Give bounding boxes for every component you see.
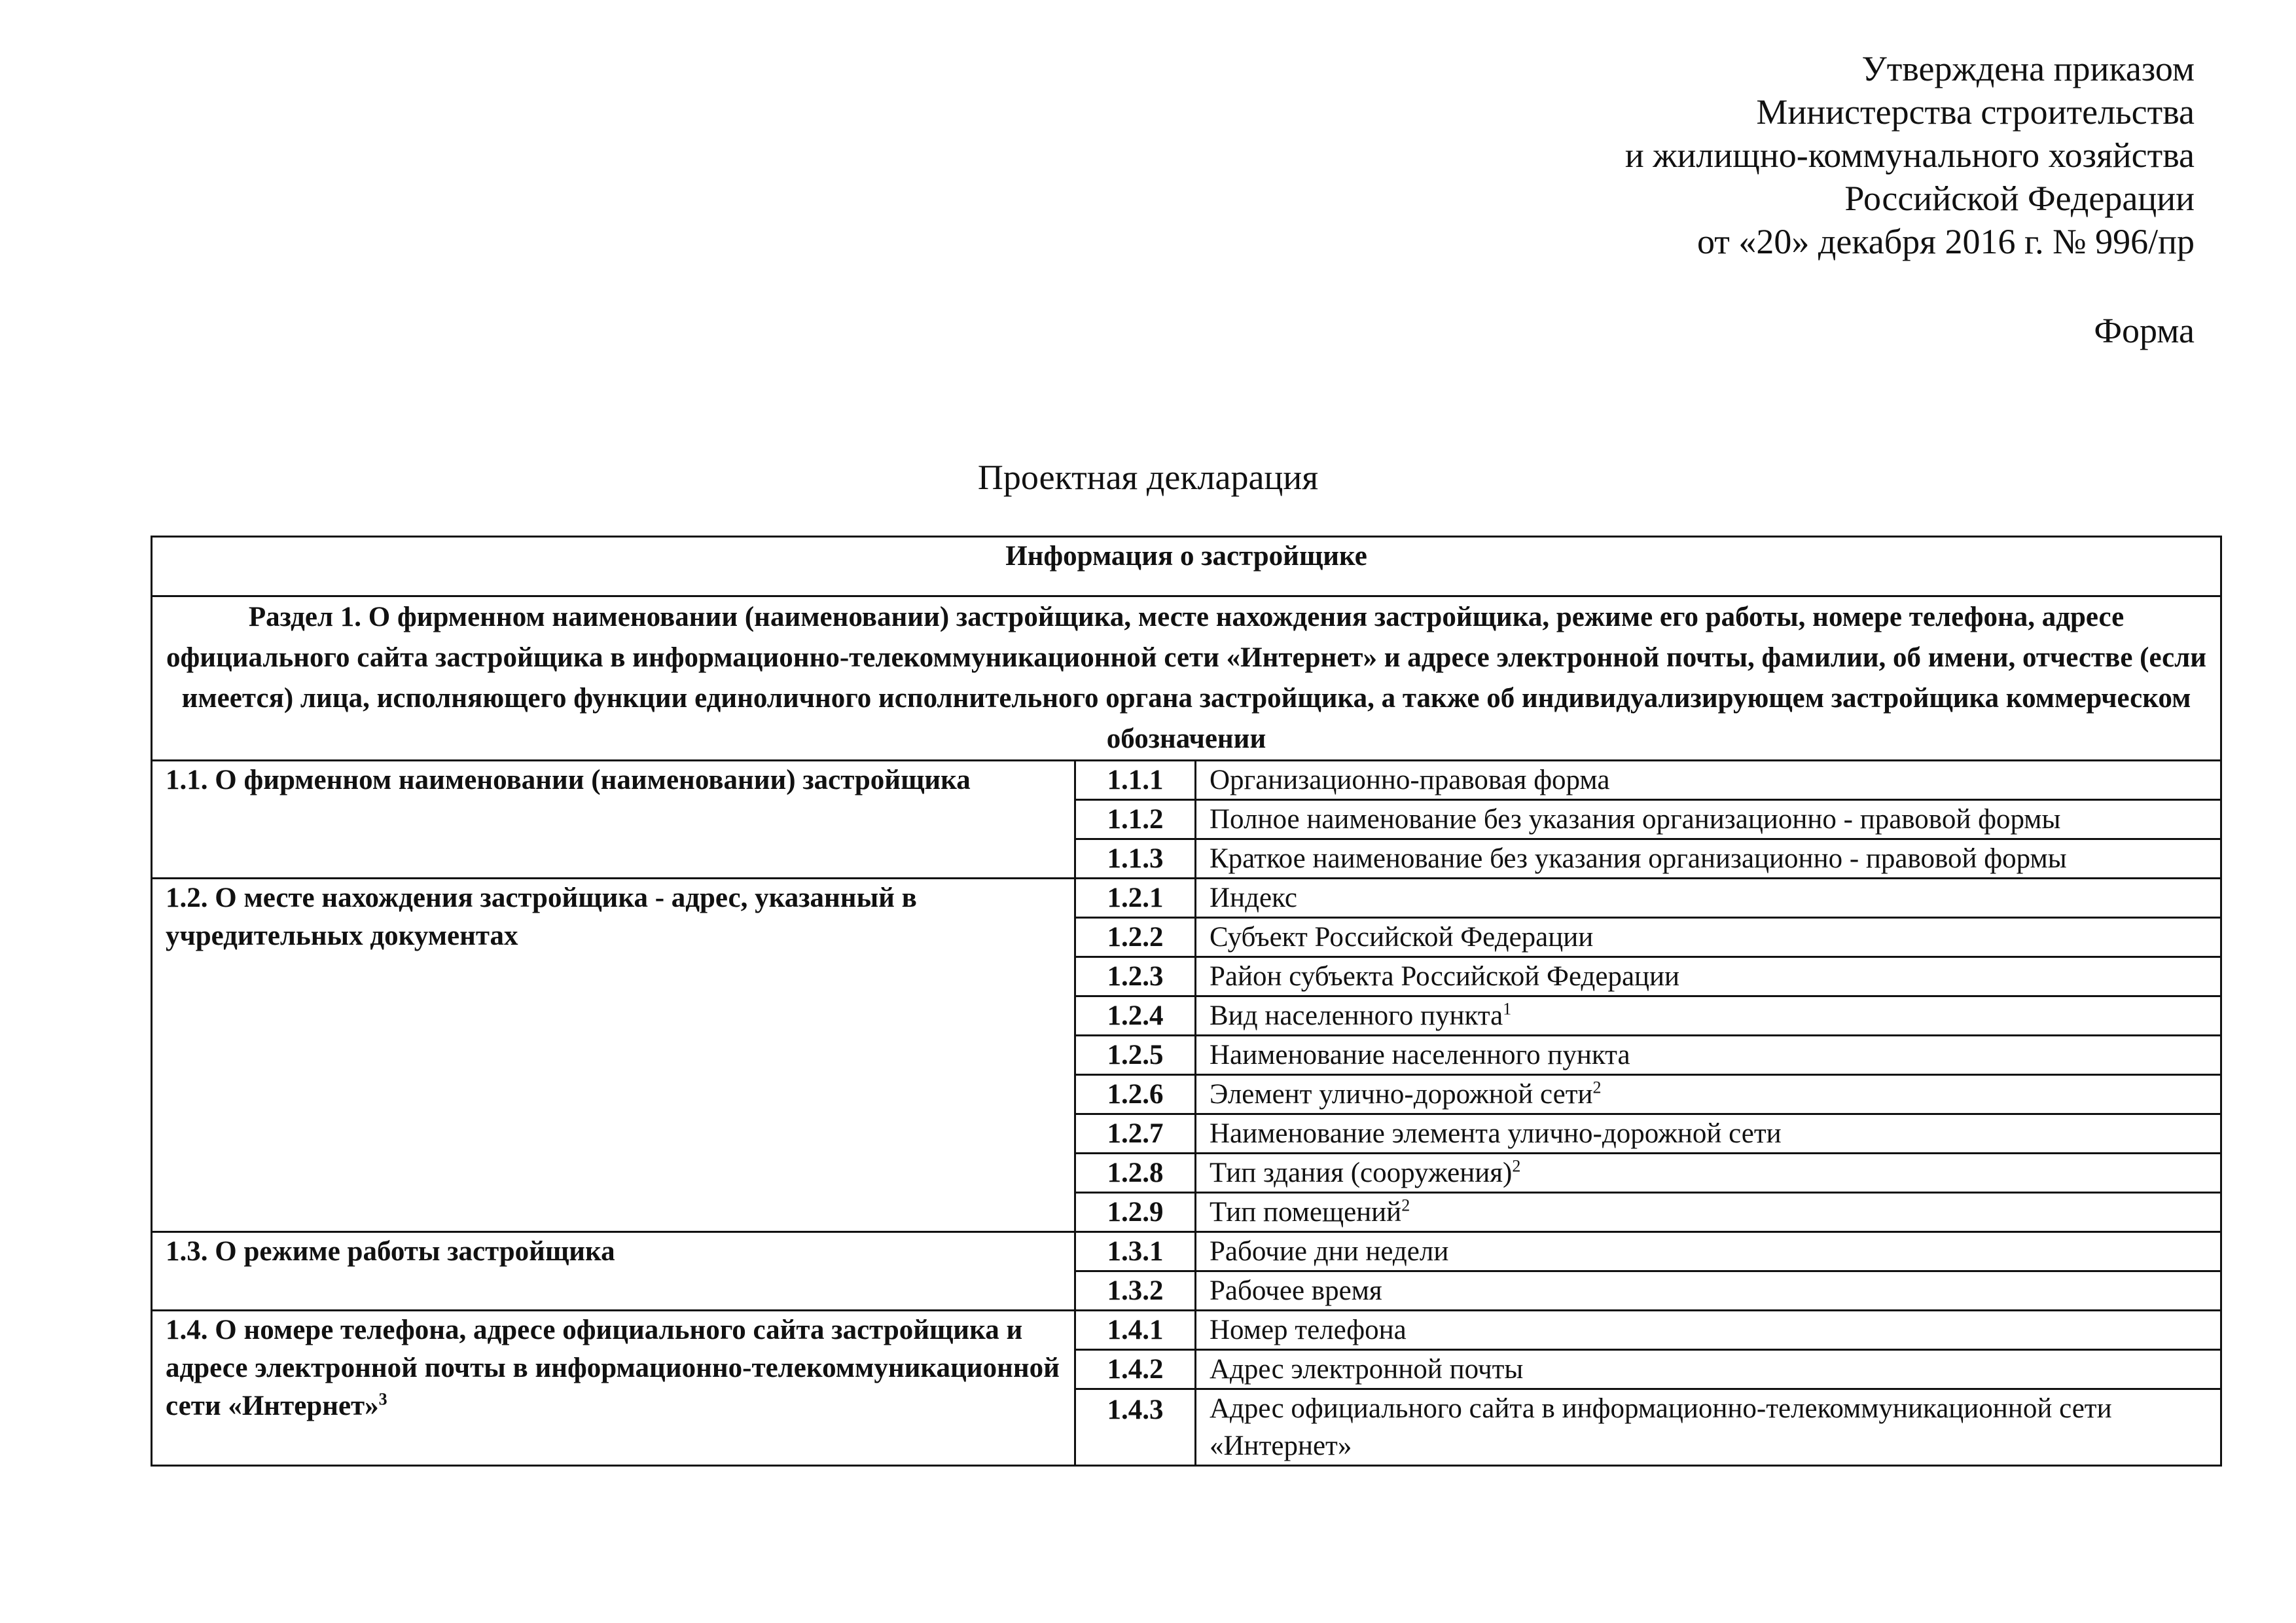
item-number: 1.2.4 (1075, 996, 1196, 1036)
approval-line: от «20» декабря 2016 г. № 996/пр (1696, 222, 2195, 261)
item-number: 1.4.3 (1075, 1389, 1196, 1466)
form-label: Форма (2094, 311, 2195, 350)
group-title (152, 1232, 1075, 1311)
item-label-text: Район субъекта Российской Федерации (1210, 961, 1680, 992)
item-label (1196, 1193, 2221, 1232)
section-title: Раздел 1. О фирменном наименовании (наименовании) застройщика, месте нахождения застройщика, режиме его работы, номере телефона, адресе официального сайта застройщика в информационно-телекоммуникационной сети «Интернет» и адресе электронной почты, фамилии, об имени, отчестве (если имеется) лица, исполняющего функции единоличного исполнительного органа застройщика, а также об индивидуализирующем застройщика коммерческом обозначении (152, 596, 2221, 761)
item-label-text: Субъект Российской Федерации (1210, 922, 1594, 953)
item-label (1196, 839, 2221, 879)
item-label-text: Тип здания (сооружения) (1210, 1158, 1513, 1188)
group-title (152, 879, 1075, 1232)
footnote-mark: 3 (378, 1389, 387, 1409)
footnote-mark: 2 (1592, 1078, 1602, 1097)
item-number: 1.2.1 (1075, 879, 1196, 918)
item-label (1196, 1036, 2221, 1075)
item-label-text: Наименование населенного пункта (1210, 1040, 1630, 1070)
footnote-mark: 2 (1512, 1156, 1521, 1176)
item-label-text: Вид населенного пункта (1210, 1000, 1503, 1031)
item-label-text: Номер телефона (1210, 1315, 1407, 1345)
approval-line: Утверждена приказом (1861, 49, 2195, 88)
item-label (1196, 1311, 2221, 1350)
item-number: 1.4.2 (1075, 1350, 1196, 1389)
item-label (1196, 1350, 2221, 1389)
item-label (1196, 996, 2221, 1036)
item-number: 1.1.1 (1075, 761, 1196, 800)
item-number: 1.2.8 (1075, 1154, 1196, 1193)
item-label-text: Краткое наименование без указания организационно - правовой формы (1210, 843, 2067, 874)
group-title-text: 1.1. О фирменном наименовании (наименовании) застройщика (166, 765, 971, 795)
item-number: 1.1.3 (1075, 839, 1196, 879)
item-label (1196, 1154, 2221, 1193)
item-label-text: Рабочие дни недели (1210, 1236, 1449, 1267)
item-label (1196, 1389, 2221, 1466)
group-title (152, 1311, 1075, 1466)
document-title: Проектная декларация (977, 458, 1319, 497)
item-label-text: Полное наименование без указания организационно - правовой формы (1210, 804, 2061, 835)
item-label (1196, 1075, 2221, 1114)
item-label-text: Рабочее время (1210, 1275, 1382, 1306)
item-number: 1.3.2 (1075, 1271, 1196, 1311)
declaration-table (151, 536, 2222, 1467)
footnote-mark: 2 (1401, 1195, 1410, 1215)
approval-block (1625, 47, 2195, 263)
item-label (1196, 800, 2221, 839)
item-number: 1.2.3 (1075, 957, 1196, 996)
item-label-text: Адрес официального сайта в информационно-телекоммуникационной сети «Интернет» (1210, 1393, 2112, 1461)
item-label-text: Организационно-правовая форма (1210, 765, 1610, 795)
item-label-text: Индекс (1210, 883, 1297, 913)
item-label (1196, 918, 2221, 957)
item-number: 1.3.1 (1075, 1232, 1196, 1271)
group-title-text: 1.3. О режиме работы застройщика (166, 1236, 615, 1267)
item-number: 1.2.5 (1075, 1036, 1196, 1075)
table-header: Информация о застройщике (152, 537, 2221, 596)
item-label (1196, 1114, 2221, 1154)
approval-line: и жилищно-коммунального хозяйства (1624, 136, 2195, 175)
item-number: 1.2.7 (1075, 1114, 1196, 1154)
item-number: 1.1.2 (1075, 800, 1196, 839)
group-title-text: 1.4. О номере телефона, адресе официального сайта застройщика и адресе электронной почты в информационно-телекоммуникационной сети «Интернет» (166, 1315, 1060, 1421)
item-number: 1.4.1 (1075, 1311, 1196, 1350)
item-label (1196, 957, 2221, 996)
item-label-text: Элемент улично-дорожной сети (1210, 1079, 1593, 1110)
item-number: 1.2.9 (1075, 1193, 1196, 1232)
group-title-text: 1.2. О месте нахождения застройщика - адрес, указанный в учредительных документах (166, 883, 917, 951)
item-label (1196, 761, 2221, 800)
approval-line: Министерства строительства (1756, 92, 2195, 132)
group-title (152, 761, 1075, 879)
item-label (1196, 879, 2221, 918)
item-number: 1.2.6 (1075, 1075, 1196, 1114)
approval-line: Российской Федерации (1844, 179, 2195, 218)
item-label (1196, 1232, 2221, 1271)
item-number: 1.2.2 (1075, 918, 1196, 957)
item-label (1196, 1271, 2221, 1311)
item-label-text: Наименование элемента улично-дорожной сети (1210, 1118, 1782, 1149)
item-label-text: Тип помещений (1210, 1197, 1402, 1228)
item-label-text: Адрес электронной почты (1210, 1354, 1524, 1385)
footnote-mark: 1 (1503, 999, 1512, 1019)
